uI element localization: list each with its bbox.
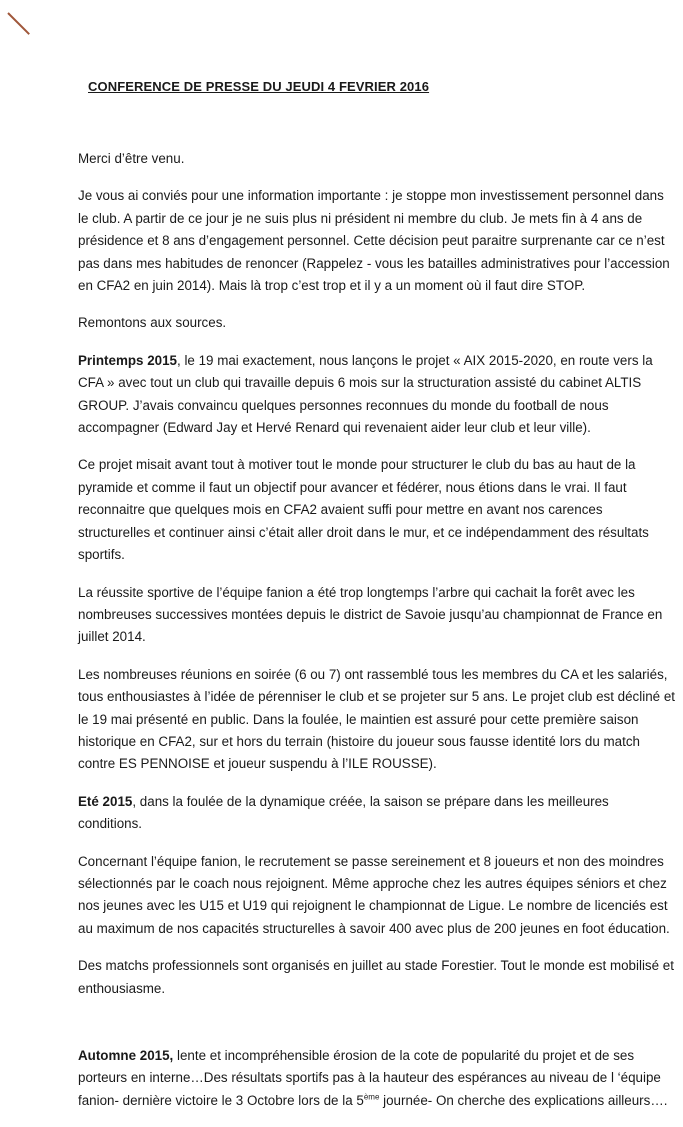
paragraph-meetings: Les nombreuses réunions en soirée (6 ou 7) ont rassemblé tous les membres du CA et les salariés, tous enthousiastes à l’idée de pérenniser le club et se projeter sur 5 ans. Le projet club est décliné et le 19 mai présenté en public. Dans la foulée, le maintien est assuré pour cette première saison historique en CFA2, sur et hors du terrain (histoire du joueur sous fausse identité lors du match contre ES PENNOISE et joueur suspendu à l’ILE ROUSSE). — [78, 666, 675, 772]
paragraph-project: Ce projet misait avant tout à motiver tout le monde pour structurer le club du bas au haut de la pyramide et comme il faut un objectif pour avancer et fédérer, nous étions dans le vrai. Il faut reconnaitre que quelques mois en CFA2 avaient suffi pour mettre en avant nos carences structurelles et continuer ainsi c’était aller droit dans le mur, et ce indépendamment des résultats sportifs. — [78, 457, 649, 563]
document-body — [78, 148, 676, 1127]
paragraph-spring-2015-text: , le 19 mai exactement, nous lançons le projet « AIX 2015-2020, en route vers la CFA » avec tout un club qui travaille depuis 6 mois sur la structuration assisté du cabinet ALTIS GROUP. J’avais convaincu quelques personnes reconnues du monde du football de nous accompagner (Edward Jay et Hervé Renard qui revenaient aider leur club et leur ville). — [78, 352, 653, 436]
spacer — [78, 1015, 676, 1045]
paragraph-announcement: Je vous ai conviés pour une information importante : je stoppe mon investissement personnel dans le club. A partir de ce jour je ne suis plus ni président ni membre du club. Je mets fin à 4 ans de présidence et 8 ans d’engagement personnel. Cette décision peut paraitre surprenante car ce n’est pas dans mes habitudes de renoncer (Rappelez - vous les batailles administratives pour l’accession en CFA2 en juin 2014). Mais là trop c’est trop et il y a un moment où il faut dire STOP. — [78, 188, 670, 294]
paragraph-autumn-2015-end: journée- On cherche des explications ailleurs…. — [379, 1092, 668, 1108]
document-title: CONFERENCE DE PRESSE DU JEUDI 4 FEVRIER 2016 — [88, 79, 430, 94]
paragraph-sources: Remontons aux sources. — [78, 315, 227, 331]
paragraph-spring-2015 — [78, 350, 676, 440]
paragraph-summer-2015 — [78, 791, 676, 836]
pen-mark — [7, 12, 30, 35]
heading-summer-2015: Eté 2015 — [78, 793, 133, 809]
paragraph-success: La réussite sportive de l’équipe fanion a été trop longtemps l’arbre qui cachait la forêt avec les nombreuses successives montées depuis le district de Savoie jusqu’au championnat de France en juillet 2014. — [78, 584, 663, 645]
heading-spring-2015: Printemps 2015 — [78, 352, 177, 368]
paragraph-autumn-2015 — [78, 1045, 676, 1112]
heading-autumn-2015: Automne 2015, — [78, 1048, 174, 1063]
paragraph-autumn-2015-text: lente et incompréhensible érosion de la cote de popularité du projet et de ses porteurs en interne…Des résultats sportifs pas à la hauteur des espérances au niveau de l ‘équipe fanion- dernière victoire le 3 Octobre lors de la 5 — [78, 1048, 661, 1108]
paragraph-pro-matches: Des matchs professionnels sont organisés en juillet au stade Forestier. Tout le monde est mobilisé et enthousiasme. — [78, 958, 674, 996]
paragraph-recruitment: Concernant l’équipe fanion, le recrutement se passe sereinement et 8 joueurs et non des moindres sélectionnés par le coach nous rejoignent. Même approche chez les autres équipes séniors et chez nos jeunes avec les U15 et U19 qui rejoignent le championnat de Ligue. Le nombre de licenciés est au maximum de nos capacités structurelles à savoir 400 avec plus de 200 jeunes en foot éducation. — [78, 853, 670, 936]
paragraph-summer-2015-text: , dans la foulée de la dynamique créée, la saison se prépare dans les meilleures conditions. — [78, 793, 609, 832]
superscript-eme: ème — [363, 1092, 380, 1102]
paragraph-greeting: Merci d’être venu. — [78, 151, 185, 166]
